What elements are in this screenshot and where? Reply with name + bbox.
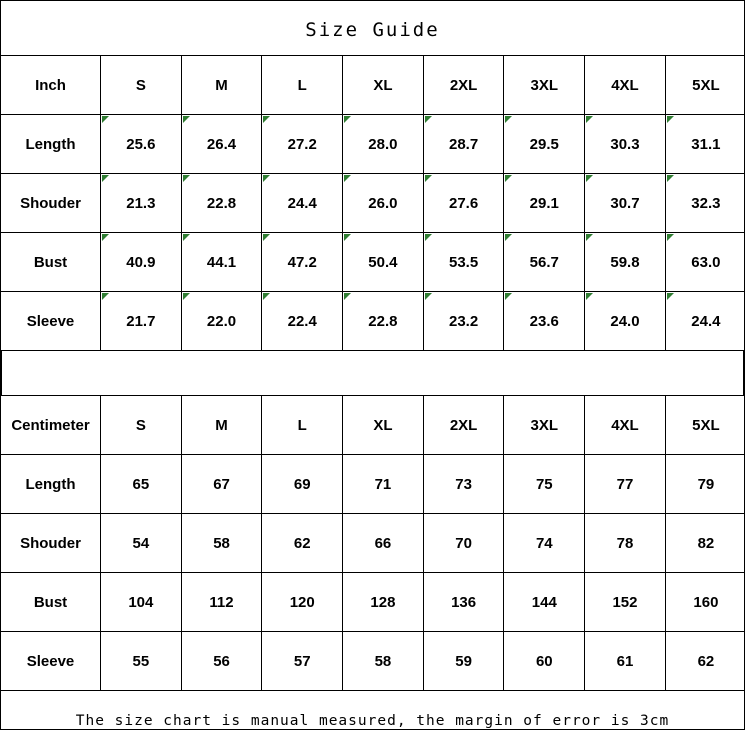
cell-bust-l: 120 bbox=[262, 573, 343, 632]
cell-shouder-l: 24.4 bbox=[262, 174, 343, 233]
cell-sleeve-4xl: 61 bbox=[585, 632, 666, 691]
size-header-2xl: 2XL bbox=[423, 56, 504, 115]
table-header-row bbox=[1, 396, 745, 455]
cell-length-m: 26.4 bbox=[181, 115, 262, 174]
row-label-shouder: Shouder bbox=[1, 174, 101, 233]
cell-length-2xl: 73 bbox=[423, 455, 504, 514]
cell-bust-xl: 50.4 bbox=[343, 233, 424, 292]
size-header-s: S bbox=[101, 396, 182, 455]
size-header-3xl: 3XL bbox=[504, 56, 585, 115]
cell-shouder-5xl: 82 bbox=[665, 514, 745, 573]
cell-sleeve-5xl: 24.4 bbox=[665, 292, 745, 351]
cell-shouder-m: 58 bbox=[181, 514, 262, 573]
unit-label-inch: Inch bbox=[1, 56, 101, 115]
size-header-m: M bbox=[181, 396, 262, 455]
cell-sleeve-l: 22.4 bbox=[262, 292, 343, 351]
size-header-s: S bbox=[101, 56, 182, 115]
cell-shouder-s: 21.3 bbox=[101, 174, 182, 233]
cell-shouder-l: 62 bbox=[262, 514, 343, 573]
cell-sleeve-l: 57 bbox=[262, 632, 343, 691]
size-header-5xl: 5XL bbox=[665, 56, 745, 115]
size-table-inch bbox=[1, 55, 745, 351]
cell-length-s: 25.6 bbox=[101, 115, 182, 174]
table-row bbox=[1, 292, 745, 351]
cell-sleeve-xl: 22.8 bbox=[343, 292, 424, 351]
cell-length-l: 69 bbox=[262, 455, 343, 514]
cell-sleeve-3xl: 60 bbox=[504, 632, 585, 691]
row-label-shouder: Shouder bbox=[1, 514, 101, 573]
table-row bbox=[1, 514, 745, 573]
table-row bbox=[1, 115, 745, 174]
row-label-sleeve: Sleeve bbox=[1, 292, 101, 351]
cell-sleeve-m: 56 bbox=[181, 632, 262, 691]
size-header-l: L bbox=[262, 56, 343, 115]
cell-shouder-xl: 66 bbox=[343, 514, 424, 573]
cell-shouder-4xl: 30.7 bbox=[585, 174, 666, 233]
cell-length-m: 67 bbox=[181, 455, 262, 514]
cell-bust-3xl: 144 bbox=[504, 573, 585, 632]
cell-length-l: 27.2 bbox=[262, 115, 343, 174]
cell-bust-4xl: 59.8 bbox=[585, 233, 666, 292]
table-row bbox=[1, 233, 745, 292]
cell-bust-m: 112 bbox=[181, 573, 262, 632]
table-row bbox=[1, 573, 745, 632]
size-table-centimeter bbox=[1, 395, 745, 691]
cell-shouder-5xl: 32.3 bbox=[665, 174, 745, 233]
row-label-bust: Bust bbox=[1, 573, 101, 632]
cell-length-4xl: 77 bbox=[585, 455, 666, 514]
cell-sleeve-4xl: 24.0 bbox=[585, 292, 666, 351]
cell-sleeve-s: 21.7 bbox=[101, 292, 182, 351]
cell-sleeve-2xl: 59 bbox=[423, 632, 504, 691]
measurement-disclaimer: The size chart is manual measured, the margin of error is 3cm bbox=[75, 713, 670, 729]
cell-length-2xl: 28.7 bbox=[423, 115, 504, 174]
cell-bust-5xl: 63.0 bbox=[665, 233, 745, 292]
cell-bust-4xl: 152 bbox=[585, 573, 666, 632]
cell-shouder-s: 54 bbox=[101, 514, 182, 573]
cell-shouder-3xl: 29.1 bbox=[504, 174, 585, 233]
cell-shouder-2xl: 27.6 bbox=[423, 174, 504, 233]
cell-length-5xl: 79 bbox=[665, 455, 745, 514]
row-label-bust: Bust bbox=[1, 233, 101, 292]
cell-sleeve-3xl: 23.6 bbox=[504, 292, 585, 351]
cell-length-s: 65 bbox=[101, 455, 182, 514]
size-header-xl: XL bbox=[343, 56, 424, 115]
cell-sleeve-m: 22.0 bbox=[181, 292, 262, 351]
size-header-5xl: 5XL bbox=[665, 396, 745, 455]
row-label-sleeve: Sleeve bbox=[1, 632, 101, 691]
cell-shouder-3xl: 74 bbox=[504, 514, 585, 573]
size-header-4xl: 4XL bbox=[585, 396, 666, 455]
cell-length-4xl: 30.3 bbox=[585, 115, 666, 174]
size-header-2xl: 2XL bbox=[423, 396, 504, 455]
table-header-row bbox=[1, 56, 745, 115]
table-row bbox=[1, 632, 745, 691]
size-header-m: M bbox=[181, 56, 262, 115]
unit-label-centimeter: Centimeter bbox=[1, 396, 101, 455]
cell-bust-5xl: 160 bbox=[665, 573, 745, 632]
cell-sleeve-xl: 58 bbox=[343, 632, 424, 691]
cell-length-3xl: 29.5 bbox=[504, 115, 585, 174]
table-separator bbox=[1, 351, 744, 395]
size-header-4xl: 4XL bbox=[585, 56, 666, 115]
cell-sleeve-s: 55 bbox=[101, 632, 182, 691]
cell-bust-3xl: 56.7 bbox=[504, 233, 585, 292]
cell-shouder-xl: 26.0 bbox=[343, 174, 424, 233]
cell-shouder-2xl: 70 bbox=[423, 514, 504, 573]
cell-bust-m: 44.1 bbox=[181, 233, 262, 292]
cell-sleeve-5xl: 62 bbox=[665, 632, 745, 691]
cell-sleeve-2xl: 23.2 bbox=[423, 292, 504, 351]
cell-bust-l: 47.2 bbox=[262, 233, 343, 292]
cell-bust-xl: 128 bbox=[343, 573, 424, 632]
cell-bust-2xl: 53.5 bbox=[423, 233, 504, 292]
cell-length-3xl: 75 bbox=[504, 455, 585, 514]
cell-length-xl: 71 bbox=[343, 455, 424, 514]
cell-bust-s: 104 bbox=[101, 573, 182, 632]
size-header-xl: XL bbox=[343, 396, 424, 455]
cell-length-5xl: 31.1 bbox=[665, 115, 745, 174]
cell-length-xl: 28.0 bbox=[343, 115, 424, 174]
size-header-l: L bbox=[262, 396, 343, 455]
page-title: Size Guide bbox=[305, 19, 440, 41]
row-label-length: Length bbox=[1, 115, 101, 174]
table-row bbox=[1, 455, 745, 514]
table-row bbox=[1, 174, 745, 233]
cell-bust-2xl: 136 bbox=[423, 573, 504, 632]
size-header-3xl: 3XL bbox=[504, 396, 585, 455]
cell-shouder-m: 22.8 bbox=[181, 174, 262, 233]
row-label-length: Length bbox=[1, 455, 101, 514]
cell-shouder-4xl: 78 bbox=[585, 514, 666, 573]
cell-bust-s: 40.9 bbox=[101, 233, 182, 292]
